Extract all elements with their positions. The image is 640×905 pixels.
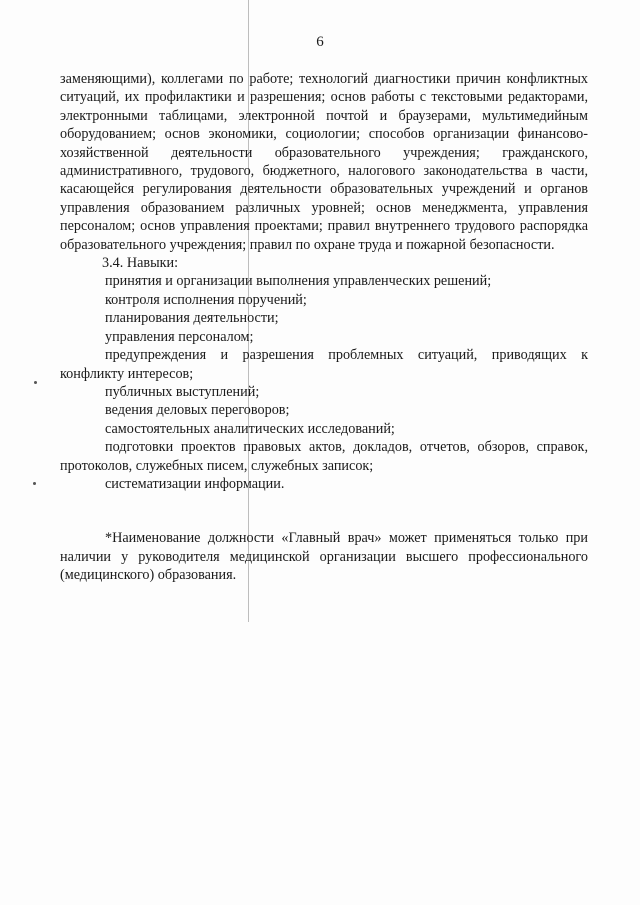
skills-list-item: планирования деятельности;	[105, 310, 279, 327]
footnote: *Наименование должности «Главный врач» может применяться только при наличии у руководителя медицинской организации высшего профессионального (медицинского) образования.	[60, 530, 588, 584]
skills-list-item: ведения деловых переговоров;	[105, 402, 290, 419]
skills-list-item: самостоятельных аналитических исследований;	[105, 420, 395, 437]
skills-list-item: контроля исполнения поручений;	[105, 291, 307, 308]
requirements-paragraph: заменяющими), коллегами по работе; технологий диагностики причин конфликтных ситуаций, их профилактики и разрешения; основ работы с текстовыми редакторами, электронными таблицами, электронной почтой и браузерами, мультимедийным оборудованием; основ экономики, социологии; способов организации финансово-хозяйственной деятельности образовательного учреждения; гражданского, административного, трудового, бюджетного, налогового законодательства в части, касающейся регулирования деятельности образовательных учреждений и органов управления образованием различных уровней; основ менеджмента, управления персоналом; основ управления проектами; правил внутреннего трудового распорядка образовательного учреждения; правил по охране труда и пожарной безопасности.	[60, 71, 588, 253]
skills-list-item: систематизации информации.	[105, 475, 285, 492]
skills-list-item: управления персоналом;	[105, 328, 254, 345]
skills-list	[60, 272, 588, 493]
skills-list-item: принятия и организации выполнения управленческих решений;	[105, 273, 492, 290]
page-number: 6	[316, 34, 324, 50]
scan-speck	[33, 482, 36, 485]
skills-list-item: публичных выступлений;	[105, 383, 260, 400]
document-body	[60, 70, 588, 585]
skills-list-item: подготовки проектов правовых актов, докладов, отчетов, обзоров, справок, протоколов, служебных писем, служебных записок;	[60, 439, 588, 474]
skills-list-item: предупреждения и разрешения проблемных ситуаций, приводящих к конфликту интересов;	[60, 347, 588, 382]
skills-heading: 3.4. Навыки:	[102, 255, 179, 272]
scan-speck	[34, 381, 37, 384]
